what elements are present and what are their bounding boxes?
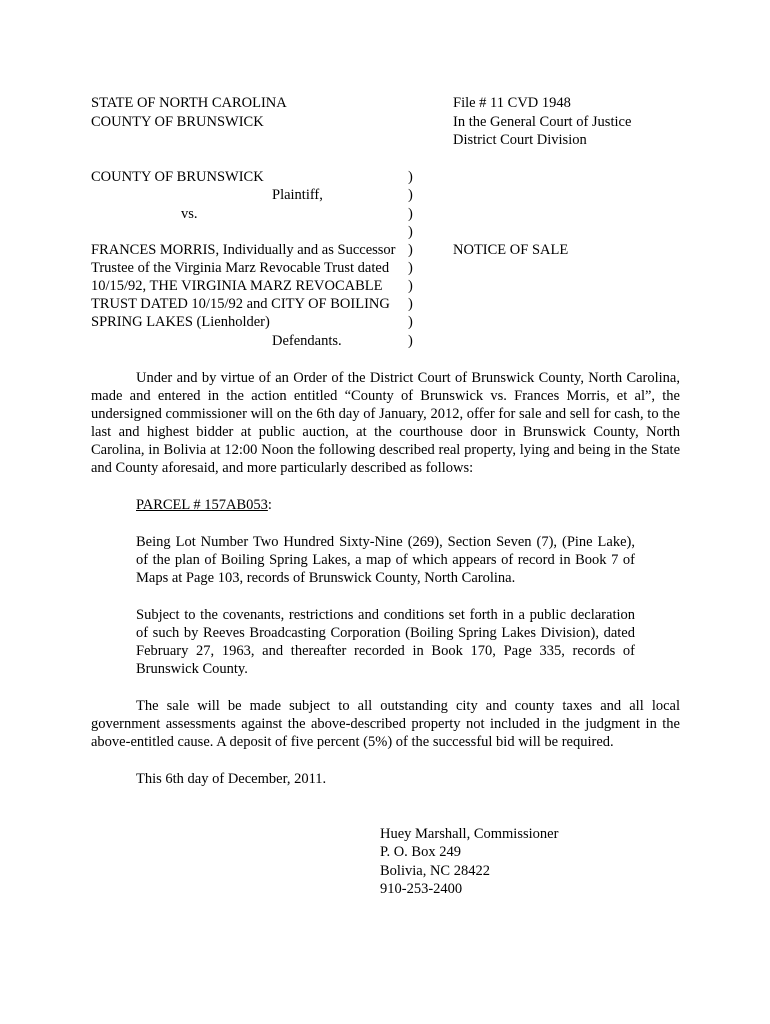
caption-paren: ) — [408, 260, 413, 276]
caption-paren: ) — [408, 296, 413, 312]
defendant-line: TRUST DATED 10/15/92 and CITY OF BOILING — [91, 296, 390, 312]
lot-description: Being Lot Number Two Hundred Sixty-Nine (269), Section Seven (7), (Pine Lake), of the plan of Boiling Spring Lakes, a map of which appears of record in Book 7 of Maps at Page 103, records of Brunswick County, North Carolina. — [136, 534, 635, 586]
notice-title: NOTICE OF SALE — [453, 242, 569, 258]
state-label: STATE OF NORTH CAROLINA — [91, 95, 287, 111]
file-number: File # 11 CVD 1948 — [453, 95, 571, 111]
defendant-line: 10/15/92, THE VIRGINIA MARZ REVOCABLE — [91, 278, 383, 294]
caption-paren: ) — [408, 224, 413, 240]
covenants-paragraph: Subject to the covenants, restrictions and conditions set forth in a public declaration of such by Reeves Broadcasting Corporation (Boiling Spring Lakes Division), dated February 27, 1963, and thereafter recorded in Book 170, Page 335, records of Brunswick County. — [136, 607, 635, 677]
defendant-line: FRANCES MORRIS, Individually and as Successor — [91, 242, 396, 258]
caption-paren: ) — [408, 206, 413, 222]
intro-paragraph: Under and by virtue of an Order of the District Court of Brunswick County, North Carolina, made and entered in the action entitled “County of Brunswick vs. Frances Morris, et al”, the undersigned commissioner will on the 6th day of January, 2012, offer for sale and sell for cash, to the last and highest bidder at public auction, at the courthouse door in Brunswick County, North Carolina, in Bolivia at 12:00 Noon the following described real property, lying and being in the State and County aforesaid, and more particularly described as follows: — [91, 370, 680, 476]
caption-paren: ) — [408, 314, 413, 330]
city-state-zip: Bolivia, NC 28422 — [380, 863, 490, 879]
parcel-heading — [136, 496, 272, 514]
caption-paren: ) — [408, 187, 413, 203]
defendant-line: SPRING LAKES (Lienholder) — [91, 314, 270, 330]
parcel-number: PARCEL # 157AB053 — [136, 497, 268, 513]
plaintiff-label: Plaintiff, — [272, 187, 323, 203]
county-label: COUNTY OF BRUNSWICK — [91, 114, 264, 130]
defendants-label: Defendants. — [272, 333, 342, 349]
versus-label: vs. — [181, 206, 198, 222]
phone-number: 910-253-2400 — [380, 881, 463, 897]
caption-paren: ) — [408, 333, 413, 349]
defendant-line: Trustee of the Virginia Marz Revocable Trust dated — [91, 260, 390, 276]
caption-paren: ) — [408, 278, 413, 294]
caption-paren: ) — [408, 169, 413, 185]
caption-paren: ) — [408, 242, 413, 258]
commissioner-name: Huey Marshall, Commissioner — [380, 826, 559, 842]
date-line: This 6th day of December, 2011. — [136, 771, 327, 787]
court-division: District Court Division — [453, 132, 587, 148]
plaintiff-name: COUNTY OF BRUNSWICK — [91, 169, 264, 185]
parcel-colon: : — [267, 497, 272, 513]
po-box: P. O. Box 249 — [380, 844, 461, 860]
taxes-paragraph: The sale will be made subject to all outstanding city and county taxes and all local government assessments against the above-described property not included in the judgment in the above-entitled cause. A deposit of five percent (5%) of the successful bid will be required. — [91, 698, 680, 750]
court-name: In the General Court of Justice — [453, 114, 632, 130]
